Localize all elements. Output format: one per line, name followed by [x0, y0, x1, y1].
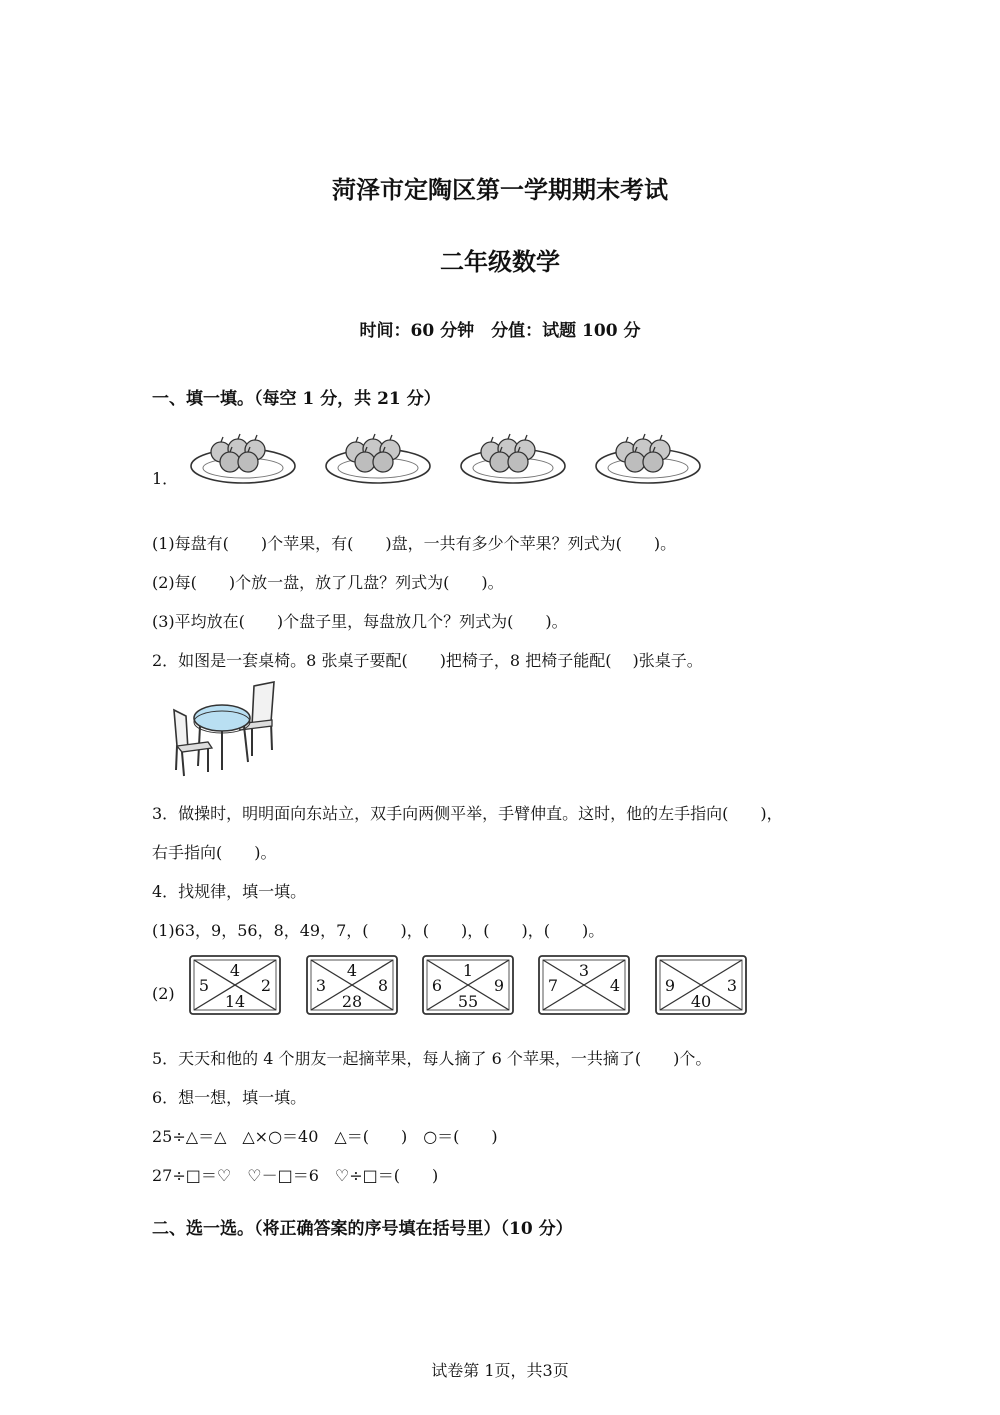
box-left-number: 5: [198, 976, 210, 995]
page-footer: 试卷第 1页，共3页: [431, 1361, 569, 1380]
q6-text: 6．想一想，填一填。: [152, 1088, 307, 1107]
box-right-number: 2: [260, 976, 272, 995]
box-right-number: 8: [377, 976, 389, 995]
pattern-box: [307, 956, 397, 1014]
q6-line2: 27÷□＝♡ ♡－□＝6 ♡÷□＝( ): [152, 1166, 439, 1185]
box-left-number: 3: [315, 976, 327, 995]
q1-part1: (1)每盘有( )个苹果，有( )盘，一共有多少个苹果？列式为( )。: [152, 534, 677, 553]
pattern-box: [656, 956, 746, 1014]
q1-part3: (3)平均放在( )个盘子里，每盘放几个？列式为( )。: [152, 612, 568, 631]
pattern-box: [423, 956, 513, 1014]
pattern-box: [190, 956, 280, 1014]
box-right-number: 3: [726, 976, 738, 995]
q5-text: 5．天天和他的 4 个朋友一起摘苹果，每人摘了 6 个苹果，一共摘了( )个。: [152, 1049, 712, 1068]
box-left-number: 7: [547, 976, 559, 995]
box-bottom-number: 14: [224, 992, 246, 1011]
box-left-number: 9: [664, 976, 676, 995]
q4-part2-label: (2): [152, 984, 175, 1003]
section-2-heading: 二、选一选。（将正确答案的序号填在括号里）（10 分）: [152, 1219, 573, 1239]
box-top-number: 4: [346, 961, 358, 980]
box-bottom-number: 55: [457, 992, 479, 1011]
pattern-box: [539, 956, 629, 1014]
box-bottom-number: 28: [341, 992, 363, 1011]
box-top-number: 1: [462, 961, 474, 980]
box-bottom-number: 40: [690, 992, 712, 1011]
box-left-number: 6: [431, 976, 443, 995]
exam-meta: 时间：60 分钟 分值：试题 100 分: [359, 321, 641, 341]
q1-part2: (2)每( )个放一盘，放了几盘？列式为( )。: [152, 573, 504, 592]
q1-number: 1．: [152, 469, 179, 488]
box-top-number: 4: [229, 961, 241, 980]
q2-text: 2．如图是一套桌椅。8 张桌子要配( )把椅子，8 把椅子能配( )张桌子。: [152, 651, 703, 670]
box-right-number: 9: [493, 976, 505, 995]
q3-line2: 右手指向( )。: [152, 843, 277, 862]
q4-text: 4．找规律，填一填。: [152, 882, 307, 901]
q4-part1: (1)63，9，56，8，49，7，( )，( )，( )，( )。: [152, 921, 605, 940]
exam-subtitle: 二年级数学: [440, 248, 560, 276]
q3-line1: 3．做操时，明明面向东站立，双手向两侧平举，手臂伸直。这时，他的左手指向( )，: [152, 804, 783, 823]
section-1-heading: 一、填一填。（每空 1 分，共 21 分）: [152, 389, 441, 409]
exam-title: 菏泽市定陶区第一学期期末考试: [332, 176, 668, 204]
q6-line1: 25÷△＝△ △×○＝40 △＝( ) ○＝( ): [152, 1127, 498, 1146]
box-top-number: 3: [578, 961, 590, 980]
box-right-number: 4: [609, 976, 621, 995]
